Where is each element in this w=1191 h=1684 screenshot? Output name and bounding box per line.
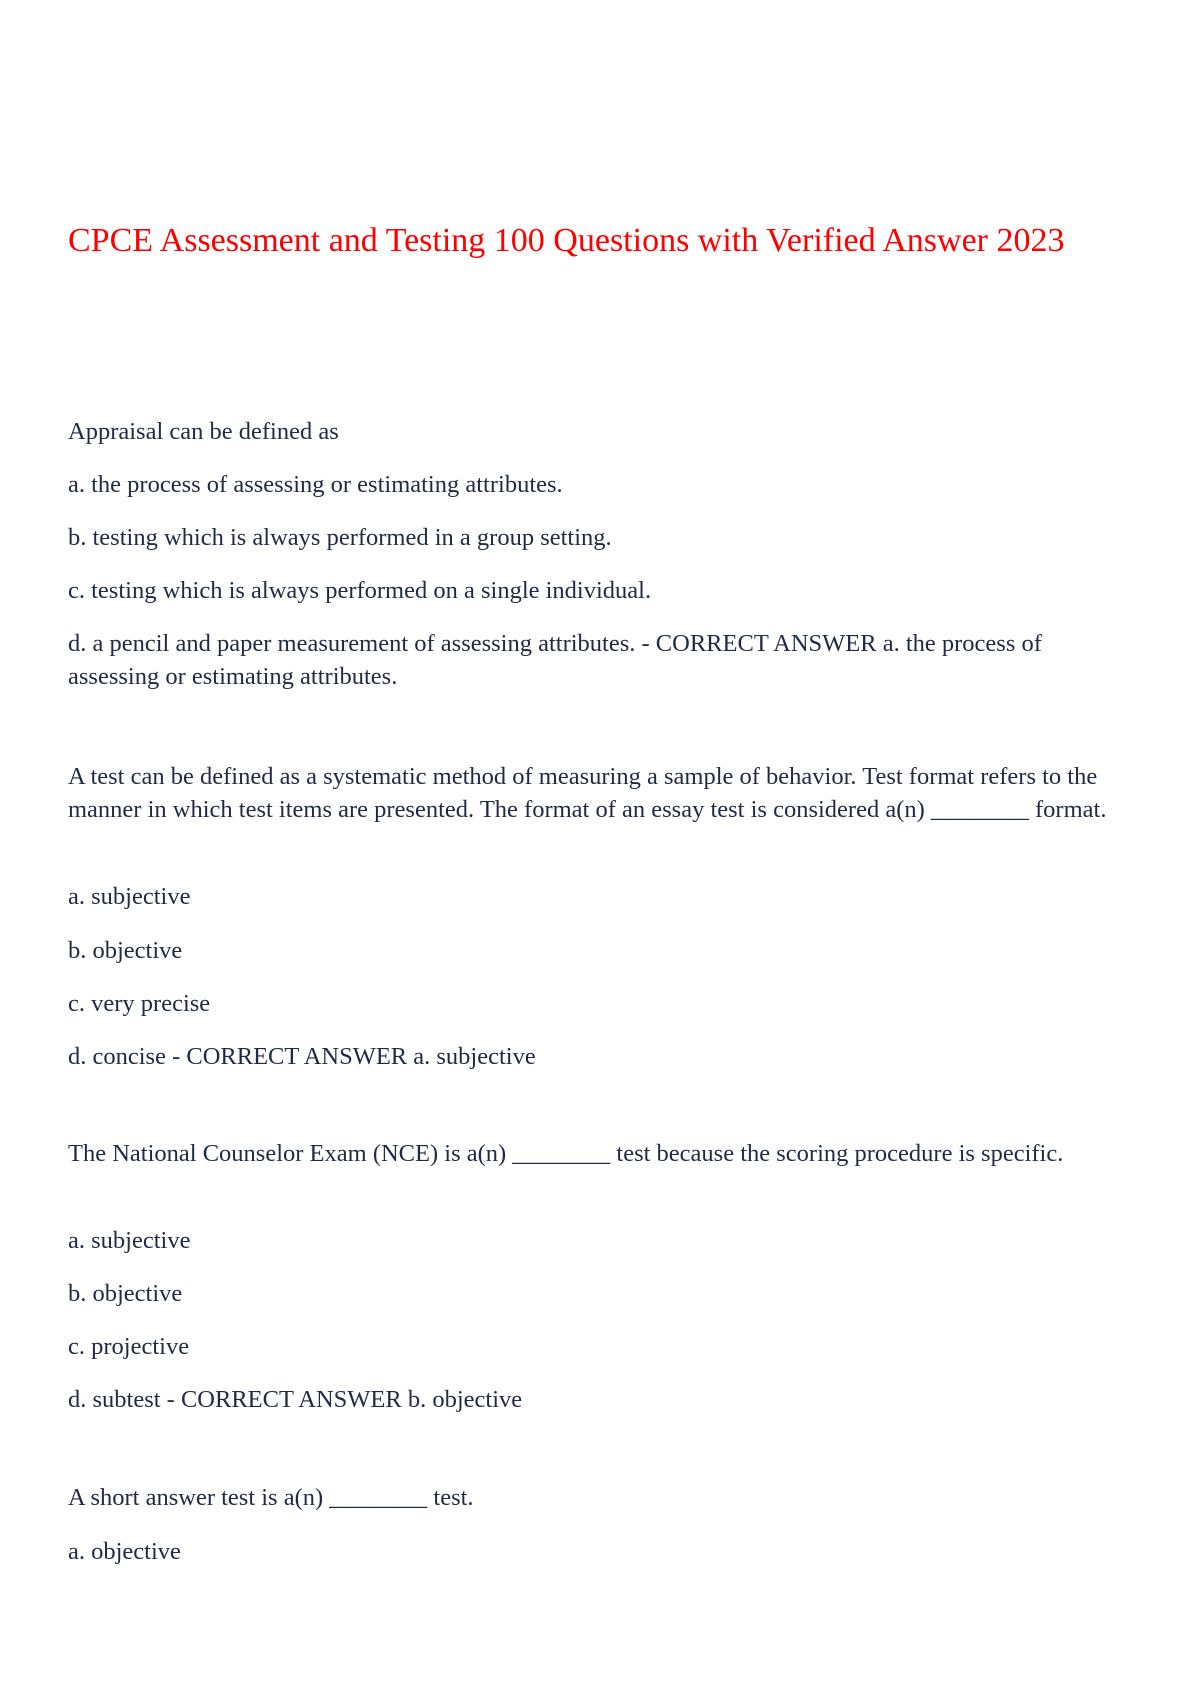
question-2-option-d-answer: d. concise - CORRECT ANSWER a. subjective bbox=[68, 1043, 536, 1070]
question-1-option-d-answer: d. a pencil and paper measurement of assessing attributes. - CORRECT ANSWER a. the process of assessing or estimating attributes. bbox=[68, 630, 1042, 690]
question-2-option-c: c. very precise bbox=[68, 990, 211, 1017]
question-1-option-a: a. the process of assessing or estimating attributes. bbox=[68, 471, 563, 498]
question-2-stem: A test can be defined as a systematic method of measuring a sample of behavior. Test format refers to the manner in which test items are presented. The format of an essay test is considered a(n) ________ format. bbox=[68, 763, 1107, 823]
question-1-option-c: c. testing which is always performed on a single individual. bbox=[68, 577, 652, 604]
question-3-option-c: c. projective bbox=[68, 1333, 190, 1360]
question-3-option-b: b. objective bbox=[68, 1280, 183, 1307]
question-3-stem: The National Counselor Exam (NCE) is a(n) ________ test because the scoring procedure is specific. bbox=[68, 1140, 1064, 1167]
question-2-option-a: a. subjective bbox=[68, 883, 191, 910]
document-title: CPCE Assessment and Testing 100 Questions with Verified Answer 2023 bbox=[68, 222, 1065, 259]
question-2-option-b: b. objective bbox=[68, 937, 183, 964]
question-1-option-b: b. testing which is always performed in a group setting. bbox=[68, 524, 612, 551]
question-3-option-d-answer: d. subtest - CORRECT ANSWER b. objective bbox=[68, 1386, 523, 1413]
question-4-stem: A short answer test is a(n) ________ test. bbox=[68, 1484, 474, 1511]
question-4-option-a: a. objective bbox=[68, 1538, 181, 1565]
question-1-stem: Appraisal can be defined as bbox=[68, 418, 339, 445]
question-3-option-a: a. subjective bbox=[68, 1227, 191, 1254]
